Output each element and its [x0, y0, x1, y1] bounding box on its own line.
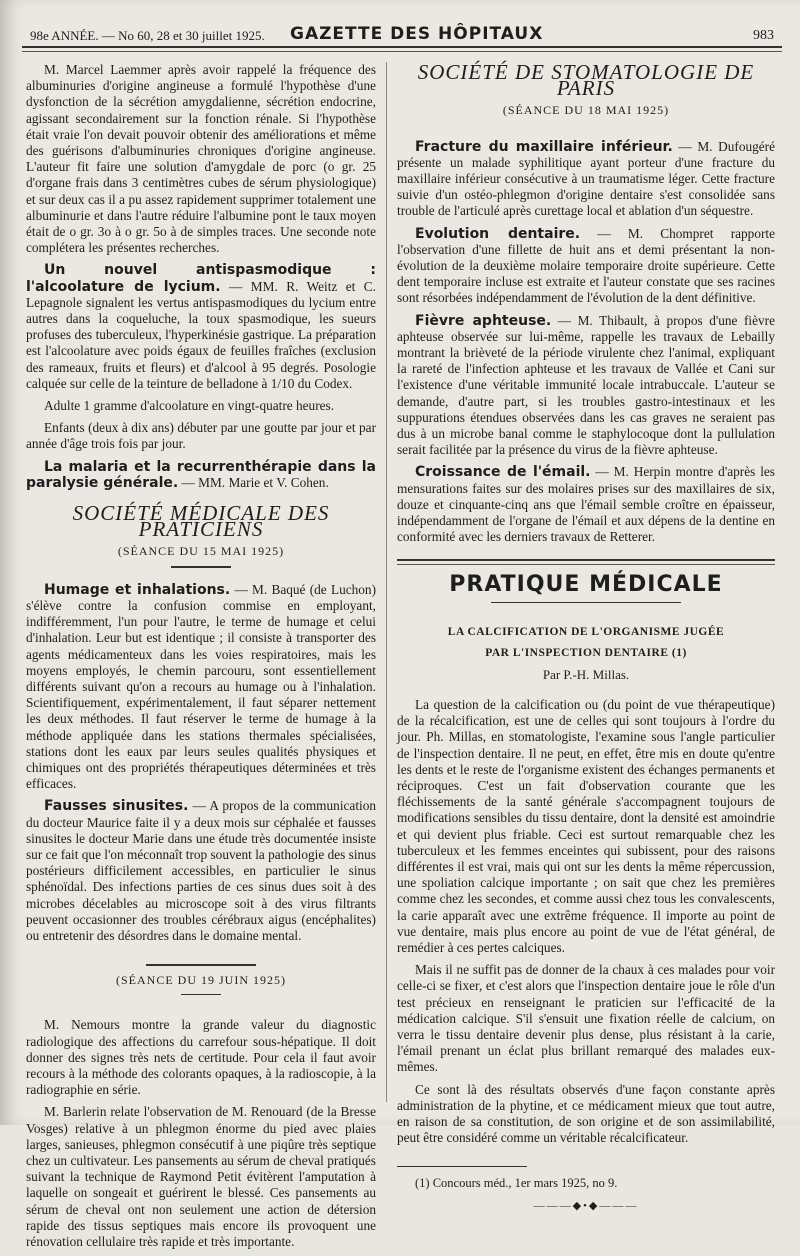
text-evolution: — M. Chompret rapporte l'observation d'une fillette de huit ans et demi présentant la non-évolution de la deuxième molaire temporaire droite supérieure. Cette dent temporaire incluse est extraite et l'auteur constate que ses racines sont résorbées indépendamment de l'évolution de la dent définitive. — [397, 225, 775, 306]
header-rule-thin — [22, 51, 782, 52]
text-email: — M. Herpin montre d'après les mensurations faites sur des molaires prises sur des maxillaires de six, douze et cinquante-cinq ans que l'émail semble croître en épaisseur, indépendamment de l'organe de l'émail et aux dépens de la dentine en conformité avec les derniers travaux de Retterer. — [397, 464, 775, 545]
paragraph-fracture — [397, 139, 775, 220]
pratique-medicale-title: PRATIQUE MÉDICALE — [449, 572, 723, 598]
paragraph-enfants: Enfants (deux à dix ans) débuter par une goutte par jour et par année d'âge trois fois par jour. — [26, 420, 376, 452]
heading-lycium: Un nouvel antispasmodique : l'alcoolature de lycium. — [26, 262, 376, 295]
text-aphteuse: — M. Thibault, à propos d'une fièvre aphteuse observée sur lui-même, rappelle les travaux de Lebailly montrant la brièveté de la période virulente chez l'animal, expliquant la rareté de l'infection aphteuse et les travaux de Vallée et Cani sur l'existence d'une véritable immunité locale intrabuccale. L'auteur se demande, d'autre part, si les troubles gastro-intestinaux et les suppurations étendues observées dans les cas graves ne seraient pas dus à un microbe banal comme le staphylocoque dont la pullulation serait facilitée par la présence du virus de la fièvre aphteuse. — [397, 312, 775, 458]
heading-fracture: Fracture du maxillaire inférieur. — [415, 138, 673, 155]
text-humage: — M. Baqué (de Luchon) s'élève contre la confusion commise en employant, indifféremment, l'un pour l'autre, le terme de humage et celui d'inhalation. Leur but est identique ; il consiste à transporter des agents médicamenteux dans les voies respiratoires, mais les moyens employés, le chemin parcouru, sont essentiellement différents suivant qu'on a recours au humage ou à l'inhalation. Scientifiquement, expérimentalement, il faut séparer nettement les deux méthodes. Il faut réserver le terme de humage à la méthode appliquée dans les stations thermales spécialisées, stations dont les eaux par leurs seules qualités physiques et chimiques ont des propriétés thérapeutiques déterminées et très efficaces. — [26, 581, 376, 792]
session-rule-bottom — [181, 994, 221, 995]
section-rule — [171, 566, 231, 568]
heading-aphteuse: Fièvre aphteuse. — [415, 312, 552, 329]
text-lycium: — MM. R. Weitz et C. Lepagnole signalent les vertus antispasmodiques du lycium entre autres dans la coqueluche, la toux spasmodique, les sueurs profuses des tuberculeux, l'hyperkinésie gastrique. La préparation est l'alcoolature avec poids égaux de feuilles fraîches (exclusion des rameaux, fruits et fleurs) et d'alcool à 95 degrés. Posologie calquée sur celle de la teinture de belladone à 1/10 du Codex. — [26, 278, 376, 391]
session-date-juin: (SÉANCE DU 19 JUIN 1925) — [116, 973, 286, 988]
session-rule-top — [146, 964, 256, 966]
article-author: Par P.-H. Millas. — [542, 666, 630, 682]
right-column — [397, 62, 775, 1214]
paragraph-humage — [26, 582, 376, 793]
paragraph-laemmer: M. Marcel Laemmer après avoir rappelé la fréquence des albuminuries d'origine angineuse a formulé l'hypothèse d'une dysfonction de la sécrétion amygdalienne, sécrétion endocrine, agissant secondairement sur la fonction rénale. Si l'hypothèse était vraie l'on devait pouvoir obtenir des améliorations et même des guérisons d'albuminuries chroniques d'origine angineuse. L'auteur fit faire une solution d'amygdale de porc (o gr. 25 d'organe frais dans 3 centimètres cubes de sérum physiologique) et sur deux cas il a pu assez rapidement supprimer totalement une albuminurie et dans l'autre réduire l'albumine pont le taux moyen était de o gr. 3o à o gr. 5o à de simples traces. Une seconde note complétera les présentes recherches. — [26, 62, 376, 256]
journal-title: GAZETTE DES HÔPITAUX — [290, 24, 544, 44]
article-title-line-2: PAR L'INSPECTION DENTAIRE (1) — [485, 646, 687, 659]
issue-line: 98e ANNÉE. — No 60, 28 et 30 juillet 1925. — [30, 28, 265, 43]
left-column — [26, 62, 376, 1256]
header-rule — [22, 46, 782, 48]
paragraph-email — [397, 464, 775, 545]
paragraph-malaria — [26, 459, 376, 491]
heading-humage: Humage et inhalations. — [44, 581, 231, 598]
end-ornament: ———◆•◆——— — [533, 1199, 639, 1212]
article-paragraph-1: La question de la calcification ou (du point de vue thérapeutique) de la récalcification, est une de celles qui sont toujours à l'ordre du jour. Ph. Millas, en stomatologiste, l'examine sous l'angle particulier de l'inspection dentaire. Il ne peut, en effet, être mis en doute qu'entre les dents et le reste de l'organisme existent des échanges permanents et réciproques. C'est un fait d'observation courante que les fléchissements de la santé générale s'accompagnent toujours de modifications sensibles du tissu dentaire, dont la densité est amoindrie et qui devient plus friable. Ceci est surtout remarquable chez les tuberculeux et les femmes enceintes qui subissent, pour des raisons différentes il est vrai, mais qui ont sur les dents la même répercussion, une spoliation calcique importante ; on sait que chez les premières comme chez les secondes, et comme aussi chez tous les convalescents, la carie apparaît avec une extrême fréquence. Il importe au point de vue dentaire, mais plus encore au point de vue de l'état général, de remédier à ces pertes calciques. — [397, 696, 775, 955]
text-malaria: — MM. Marie et V. Cohen. — [178, 474, 329, 490]
paragraph-lycium — [26, 262, 376, 392]
paragraph-adulte: Adulte 1 gramme d'alcoolature en vingt-quatre heures. — [44, 398, 335, 414]
footnote: (1) Concours méd., 1er mars 1925, no 9. — [415, 1176, 618, 1191]
paragraph-nemours: M. Nemours montre la grande valeur du diagnostic radiologique des affections du carrefour sous-hépatique. Il doit donner des signes très nets de certitude. Pour cela il faut avoir recours à la méthode des colorants opaques, à la radioscopie, à la radiographie en série. — [26, 1017, 376, 1098]
section-title-praticiens: SOCIÉTÉ MÉDICALE DES PRATICIENS — [72, 501, 330, 542]
footnote-rule — [397, 1166, 527, 1167]
section-double-rule — [397, 559, 775, 565]
heading-sinusites: Fausses sinusites. — [44, 798, 189, 815]
article-title-line-1: LA CALCIFICATION DE L'ORGANISME JUGÉE — [447, 625, 725, 638]
spacer — [397, 125, 775, 139]
pratique-medicale-rule — [491, 602, 681, 603]
text-sinusites: — A propos de la communication du docteur Maurice faite il y a deux mois sur céphalée et fausses sinusites le docteur Marie dans une étude très documentée insiste sur ce fait que l'on méconnaît trop souvent la pathologie des sinus postérieurs difficilement accessibles, en particulier le sinus sphénoïdal. Des infections parties de ces sinus dues soit à des microbes décelables au microscope soit à des virus filtrants peuvent occasionner des troubles cérébraux aigus (encéphalites) ou entretenir des désordres dans le domaine mental. — [26, 798, 377, 943]
text-fracture: — M. Dufougéré présente un malade syphilitique ayant porteur d'une fracture du maxillaire inférieur consécutive à un traumatisme léger. Cette fracture suivie d'un ostéo-phlegmon d'origine dentaire s'est consolidée sans trouble de l'articulé après curettage local et ablation d'un séquestre. — [397, 138, 775, 219]
session-date-praticiens: (SÉANCE DU 15 MAI 1925) — [117, 544, 285, 559]
session-date-stomatologie: (SÉANCE DU 18 MAI 1925) — [502, 103, 670, 118]
paragraph-barlerin: M. Barlerin relate l'observation de M. Renouard (de la Bresse Vosges) relative à un phlegmon énorme du pied avec plaies larges, sanieuses, phlegmon consécutif à une piqûre très septique chez un cultivateur. Les pansements au sérum de cheval pratiqués suivant la technique de Raymond Petit évitèrent l'amputation à laquelle on songeait et guérirent le blessé. Ces pansements au sérum de cheval ont non seulement une action de détersion rapide des tissus septiques mais encore ils provoquent une rénovation cellulaire très rapide et très importante. — [26, 1104, 376, 1249]
heading-email: Croissance de l'émail. — [415, 464, 591, 481]
page-header — [22, 14, 786, 44]
heading-evolution: Evolution dentaire. — [415, 225, 581, 242]
paragraph-aphteuse — [397, 313, 775, 459]
page-number: 983 — [753, 28, 774, 43]
paragraph-evolution — [397, 226, 775, 307]
article-paragraph-2: Mais il ne suffit pas de donner de la chaux à ces malades pour voir celle-ci se fixer, et c'est alors que l'inspection dentaire joue le rôle d'un test précieux en renseignant le praticien sur l'efficacité de la médication calcique. S'il s'ensuit une fixation réelle de calcium, on verra le tissu dentaire devenir plus dense, plus résistant à la carie, l'émail prenant un éclat plus brillant remarqué des malades eux-mêmes. — [397, 962, 775, 1075]
heading-malaria: La malaria et la recurrenthérapie dans la paralysie générale. — [26, 458, 376, 491]
paragraph-sinusites — [26, 798, 376, 944]
column-divider — [386, 62, 387, 1102]
article-paragraph-3: Ce sont là des résultats observés d'une façon constante après administration de la phytine, et ce médicament mieux que tout autre, en raison de sa constitution, de son origine et de son assimilabilité, peut être considéré comme un véritable récalcificateur. — [397, 1081, 775, 1146]
section-title-stomatologie: SOCIÉTÉ DE STOMATOLOGIE DE PARIS — [417, 60, 755, 101]
